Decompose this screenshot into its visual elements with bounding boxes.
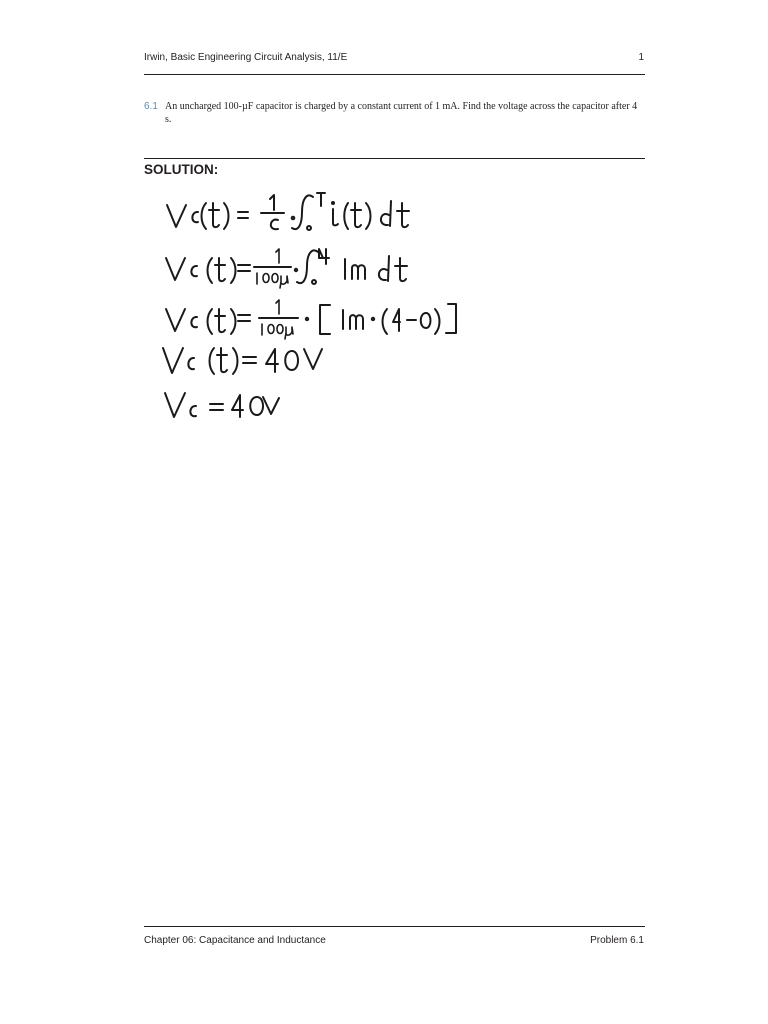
solution-heading: SOLUTION:	[144, 162, 219, 177]
footer-divider	[144, 926, 645, 927]
handwritten-line-3	[166, 300, 456, 339]
problem-number: 6.1	[144, 101, 158, 112]
chapter-label: Chapter 06: Capacitance and Inductance	[144, 935, 326, 946]
handwritten-line-4	[163, 348, 322, 374]
handwritten-line-2	[166, 249, 407, 288]
problem-label: Problem 6.1	[590, 935, 644, 946]
handwritten-line-5	[165, 393, 279, 417]
book-title: Irwin, Basic Engineering Circuit Analysis, 11/E	[144, 52, 348, 63]
handwritten-line-1	[167, 193, 409, 230]
page-number: 1	[638, 52, 644, 63]
problem-text: An uncharged 100-µF capacitor is charged by a constant current of 1 mA. Find the voltage across the capacitor after 4 s.	[165, 101, 638, 125]
